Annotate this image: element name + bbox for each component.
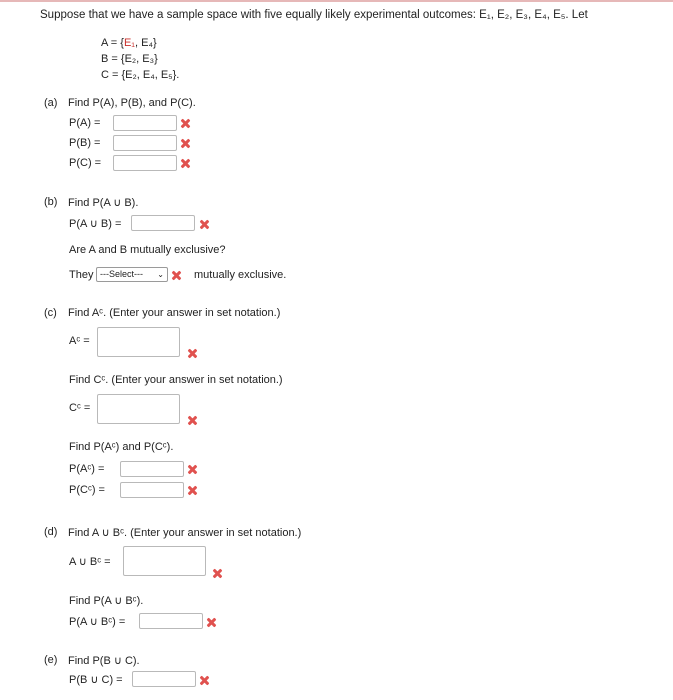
part-a-question: Find P(A), P(B), and P(C). [68, 97, 196, 109]
part-c-question-1: Find Aᶜ. (Enter your answer in set notation.) [68, 307, 281, 319]
x-mark-icon [180, 118, 191, 129]
part-e-letter: (e) [44, 654, 58, 666]
p-b-input[interactable] [113, 135, 177, 151]
top-border [0, 0, 673, 2]
c-complement-input[interactable] [97, 394, 180, 424]
a-union-b-complement-input[interactable] [123, 546, 206, 576]
a-complement-label: Aᶜ = [69, 335, 90, 347]
x-mark-icon [187, 464, 198, 475]
mutually-exclusive-select[interactable]: ---Select--- ⌄ [96, 267, 168, 282]
p-c-complement-label: P(Cᶜ) = [69, 484, 105, 496]
p-b-union-c-input[interactable] [132, 671, 196, 687]
part-a-letter: (a) [44, 97, 58, 109]
problem-intro: Suppose that we have a sample space with five equally likely experimental outcomes: E₁, E₂, E₃, E₄, E₅. Let [40, 9, 588, 21]
part-e-question: Find P(B ∪ C). [68, 655, 140, 667]
mutually-exclusive-question: Are A and B mutually exclusive? [69, 244, 226, 256]
set-a-element-1: E₁ [123, 37, 136, 49]
p-a-complement-label: P(Aᶜ) = [69, 463, 105, 475]
part-b-question: Find P(A ∪ B). [68, 197, 139, 209]
set-a-element-2: E₄ [141, 37, 153, 49]
p-a-union-b-input[interactable] [131, 215, 195, 231]
a-complement-input[interactable] [97, 327, 180, 357]
set-a-definition: A = {E₁, E₄} [101, 37, 157, 49]
part-d-letter: (d) [44, 526, 58, 538]
p-a-union-b-complement-input[interactable] [139, 613, 203, 629]
p-a-union-b-label: P(A ∪ B) = [69, 218, 122, 230]
x-mark-icon [206, 617, 217, 628]
mutually-exclusive-suffix: mutually exclusive. [194, 269, 287, 281]
p-c-label: P(C) = [69, 157, 102, 169]
p-a-input[interactable] [113, 115, 177, 131]
p-c-input[interactable] [113, 155, 177, 171]
part-c-letter: (c) [44, 307, 57, 319]
x-mark-icon [187, 348, 198, 359]
x-mark-icon [212, 568, 223, 579]
x-mark-icon [180, 138, 191, 149]
part-c-question-3: Find P(Aᶜ) and P(Cᶜ). [69, 441, 174, 453]
x-mark-icon [171, 270, 182, 281]
set-b-definition: B = {E₂, E₃} [101, 53, 158, 65]
set-c-definition: C = {E₂, E₄, E₅}. [101, 69, 180, 81]
a-union-b-complement-label: A ∪ Bᶜ = [69, 556, 111, 568]
x-mark-icon [187, 485, 198, 496]
p-a-label: P(A) = [69, 117, 101, 129]
x-mark-icon [199, 675, 210, 686]
part-d-question-2: Find P(A ∪ Bᶜ). [69, 595, 144, 607]
x-mark-icon [199, 219, 210, 230]
p-c-complement-input[interactable] [120, 482, 184, 498]
part-c-question-2: Find Cᶜ. (Enter your answer in set notation.) [69, 374, 283, 386]
x-mark-icon [180, 158, 191, 169]
p-a-union-b-complement-label: P(A ∪ Bᶜ) = [69, 616, 126, 628]
x-mark-icon [187, 415, 198, 426]
part-d-question-1: Find A ∪ Bᶜ. (Enter your answer in set notation.) [68, 527, 302, 539]
p-a-complement-input[interactable] [120, 461, 184, 477]
they-label: They [69, 269, 94, 281]
p-b-label: P(B) = [69, 137, 101, 149]
c-complement-label: Cᶜ = [69, 402, 91, 414]
chevron-down-icon: ⌄ [157, 270, 164, 279]
part-b-letter: (b) [44, 196, 58, 208]
p-b-union-c-label: P(B ∪ C) = [69, 674, 123, 686]
